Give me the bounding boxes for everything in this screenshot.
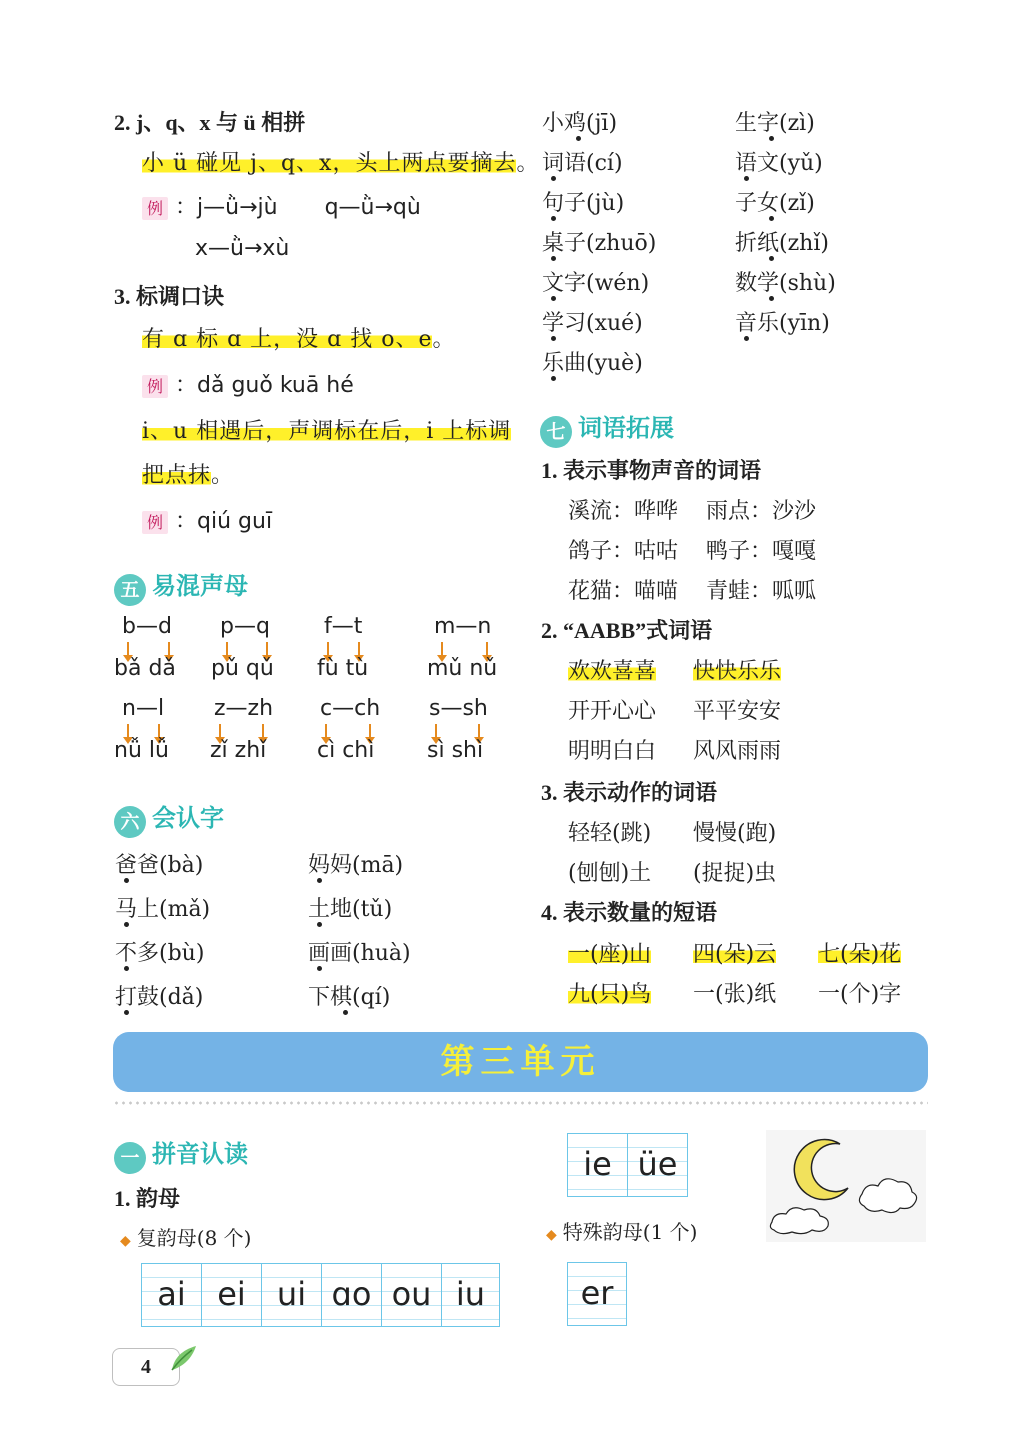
section-1-header (114, 1134, 248, 1174)
pair-5: n—l (122, 696, 165, 721)
recog-word: 数学(shù) (735, 271, 836, 296)
aabb-word: 风风雨雨 (693, 739, 782, 764)
arrow-icon (226, 642, 228, 656)
section-5-header (114, 566, 248, 606)
pair-2: p—q (220, 614, 270, 639)
page-number: 4 (141, 1356, 151, 1378)
words-5: nǚ lǚ (114, 738, 169, 763)
section-badge: 七 (540, 416, 572, 448)
recog-word: 爸爸(bà) (115, 853, 204, 878)
arrow-icon (127, 724, 129, 738)
recog-word: 不多(bù) (115, 941, 205, 966)
dot-mark (124, 1010, 129, 1015)
final-cell: üe (627, 1133, 688, 1197)
pair-6: z—zh (214, 696, 274, 721)
recog-word: 小鸡(jī) (542, 111, 618, 136)
leaf-icon (168, 1340, 200, 1378)
dot-mark (744, 176, 749, 181)
arrow-icon (358, 642, 360, 656)
quantity-phrase: 四(朵)云 (693, 942, 777, 967)
dot-mark (551, 296, 556, 301)
recog-word: 子女(zǐ) (735, 191, 815, 216)
dot-mark (769, 136, 774, 141)
arrow-icon (478, 724, 480, 738)
example-label: 例 (142, 375, 168, 398)
final-cell: er (567, 1262, 627, 1326)
recog-word: 桌子(zhuō) (542, 231, 657, 256)
example-iu: 例 ：qiú guī (142, 504, 272, 535)
words-6: zǐ zhǐ (210, 738, 267, 763)
recog-word: 折纸(zhǐ) (735, 231, 829, 256)
dotted-divider (113, 1100, 928, 1106)
section-title: 词语拓展 (578, 414, 674, 442)
heading-action-words: 3. 表示动作的词语 (541, 780, 718, 805)
recog-word: 画画(huà) (308, 941, 411, 966)
heading-quantity: 4. 表示数量的短语 (541, 900, 718, 925)
dot-mark (124, 878, 129, 883)
recog-word: 土地(tǔ) (308, 897, 393, 922)
action-word: 轻轻(跳) (568, 821, 652, 846)
heading-sound-words: 1. 表示事物声音的词语 (541, 458, 762, 483)
dot-mark (317, 878, 322, 883)
final-cell: ie (567, 1133, 628, 1197)
dot-mark (551, 256, 556, 261)
dot-mark (551, 216, 556, 221)
section-badge: 一 (114, 1142, 146, 1174)
aabb-word: 平平安安 (693, 699, 782, 724)
words-3: fù tù (317, 656, 369, 681)
aabb-word: 快快乐乐 (693, 659, 782, 684)
sound-word: 鸽子：咕咕 (568, 539, 679, 564)
recog-word: 妈妈(mā) (308, 853, 404, 878)
example-x: x—ǜ→xù (195, 236, 290, 261)
arrow-icon (327, 642, 329, 656)
sound-word: 鸭子：嘎嘎 (706, 539, 817, 564)
arrow-icon (262, 724, 264, 738)
dot-mark (769, 296, 774, 301)
arrow-icon (266, 642, 268, 656)
recog-word: 文字(wén) (542, 271, 650, 296)
sound-word: 溪流：哗哗 (568, 499, 679, 524)
final-cell: ou (381, 1263, 442, 1327)
dot-mark (551, 376, 556, 381)
section-title: 易混声母 (152, 572, 248, 600)
sound-word: 花猫：喵喵 (568, 579, 679, 604)
recog-word: 打鼓(dǎ) (115, 985, 204, 1010)
tone-rule-iu-line2: 把点抹。 (142, 463, 235, 488)
example-j-q-x: 例 ：j—ǜ→jù q—ǜ→qù (142, 190, 421, 221)
heading-tone-rule: 3. 标调口诀 (114, 284, 225, 309)
compound-finals-label: ◆ 复韵母(8 个) (120, 1226, 252, 1250)
aabb-word: 开开心心 (568, 699, 657, 724)
pair-4: m—n (434, 614, 492, 639)
quantity-phrase: 九(只)鸟 (568, 982, 652, 1007)
words-7: cì chì (317, 738, 375, 763)
action-word: (捉捉)虫 (693, 861, 777, 886)
dot-mark (343, 1010, 348, 1015)
final-cell: ei (201, 1263, 262, 1327)
arrow-icon (325, 724, 327, 738)
diamond-icon: ◆ (120, 1233, 131, 1249)
tone-rule-a: 有 ɑ 标 ɑ 上，没 ɑ 找 o、e。 (142, 327, 456, 352)
pair-7: c—ch (320, 696, 381, 721)
arrow-icon (158, 724, 160, 738)
section-title: 会认字 (152, 804, 224, 832)
section-title: 拼音认读 (152, 1140, 248, 1168)
moon-clouds-illustration (766, 1130, 926, 1242)
section-6-header (114, 798, 224, 838)
sound-word: 青蛙：呱呱 (706, 579, 817, 604)
final-cell: iu (441, 1263, 500, 1327)
arrow-icon (369, 724, 371, 738)
example-label: 例 (142, 511, 168, 534)
arrow-icon (219, 724, 221, 738)
section-7-header (540, 408, 674, 448)
aabb-word: 欢欢喜喜 (568, 659, 657, 684)
final-cell: ɑo (321, 1263, 382, 1327)
heading-j-q-x: 2. j、q、x 与 ü 相拼 (114, 110, 306, 135)
final-cell: ai (141, 1263, 202, 1327)
words-8: sì shì (427, 738, 484, 763)
example-tone: 例 ：dǎ guǒ kuā hé (142, 368, 354, 399)
section-badge: 五 (114, 574, 146, 606)
heading-finals: 1. 韵母 (114, 1186, 181, 1211)
heading-aabb: 2. “AABB”式词语 (541, 618, 713, 643)
dot-mark (576, 136, 581, 141)
recog-word: 学习(xué) (542, 311, 643, 336)
arrow-icon (441, 642, 443, 656)
recog-word: 音乐(yīn) (735, 311, 830, 336)
arrow-icon (486, 642, 488, 656)
pair-1: b—d (122, 614, 172, 639)
dot-mark (317, 966, 322, 971)
example-label: 例 (142, 197, 168, 220)
quantity-phrase: 一(个)字 (818, 982, 902, 1007)
recog-word: 词语(cí) (542, 151, 623, 176)
final-cell: ui (261, 1263, 322, 1327)
sound-word: 雨点：沙沙 (706, 499, 817, 524)
dot-mark (551, 176, 556, 181)
rule-j-q-x: 小 ü 碰见 j、q、x，头上两点要摘去。 (142, 151, 540, 176)
special-final-label: ◆ 特殊韵母(1 个) (546, 1220, 698, 1244)
arrow-icon (168, 642, 170, 656)
dot-mark (769, 256, 774, 261)
unit-banner: 第三单元 (113, 1032, 928, 1092)
action-word: 慢慢(跑) (693, 821, 777, 846)
dot-mark (124, 922, 129, 927)
recog-word: 下棋(qí) (308, 985, 391, 1010)
recog-word: 句子(jù) (542, 191, 625, 216)
quantity-phrase: 七(朵)花 (818, 942, 902, 967)
diamond-icon: ◆ (546, 1227, 557, 1243)
moon-icon (766, 1130, 926, 1242)
dot-mark (744, 336, 749, 341)
pair-3: f—t (324, 614, 363, 639)
words-2: pǔ qǔ (211, 656, 274, 681)
dot-mark (551, 336, 556, 341)
dot-mark (124, 966, 129, 971)
tone-rule-iu-line1: i、u 相遇后，声调标在后，i 上标调 (142, 419, 512, 444)
section-badge: 六 (114, 806, 146, 838)
words-1: bǎ dǎ (114, 656, 176, 681)
recog-word: 语文(yǔ) (735, 151, 823, 176)
words-4: mǔ nǔ (427, 656, 498, 681)
dot-mark (769, 216, 774, 221)
arrow-icon (127, 642, 129, 656)
dot-mark (317, 922, 322, 927)
aabb-word: 明明白白 (568, 739, 657, 764)
arrow-icon (435, 724, 437, 738)
action-word: (刨刨)土 (568, 861, 652, 886)
recog-word: 马上(mǎ) (115, 897, 211, 922)
pair-8: s—sh (429, 696, 488, 721)
recog-word: 生字(zì) (735, 111, 815, 136)
quantity-phrase: 一(座)山 (568, 942, 652, 967)
quantity-phrase: 一(张)纸 (693, 982, 777, 1007)
recog-word: 乐曲(yuè) (542, 351, 643, 376)
